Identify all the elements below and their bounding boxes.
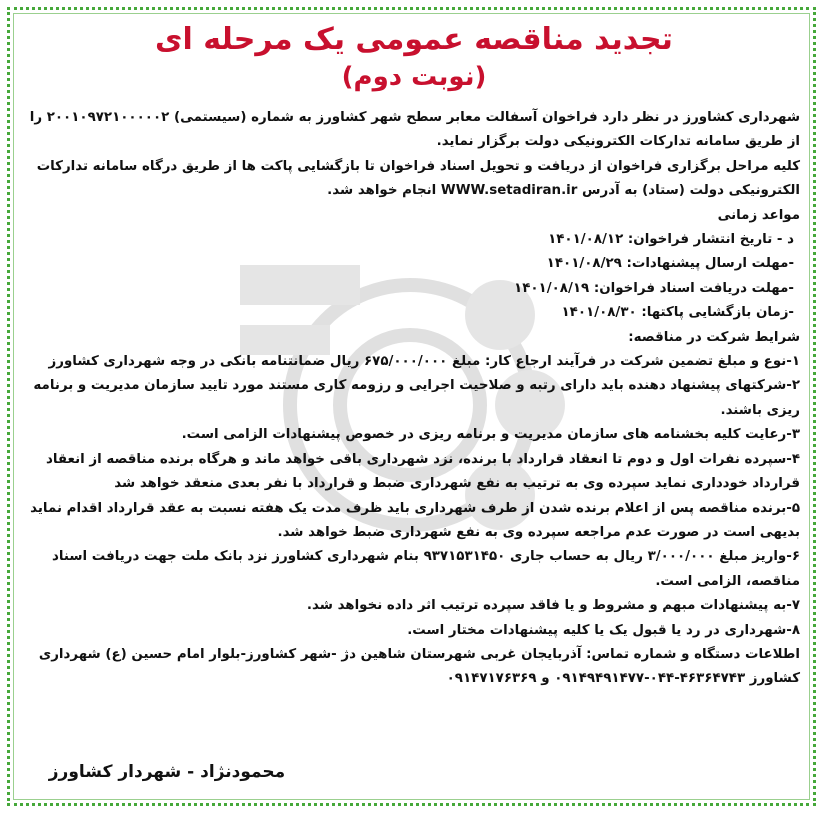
condition-item: ۳-رعایت کلیه بخشنامه های سازمان مدیریت و برنامه ریزی در خصوص پیشنهادات الزامی است. bbox=[181, 427, 800, 443]
schedule-heading: مواعد زمانی bbox=[717, 207, 800, 223]
intro-paragraph: کلیه مراحل برگزاری فراخوان از دریافت و تحویل اسناد فراخوان تا بازگشایی پاکت ها از طریق درگاه سامانه تدارکات الکترونیکی دولت (ستاد) به آدرس WWW.setadiran.ir انجام خواهد شد. bbox=[36, 158, 800, 199]
signature: محمودنژاد - شهردار کشاورز bbox=[48, 762, 286, 782]
tender-ad bbox=[28, 20, 800, 692]
contact-info: اطلاعات دستگاه و شماره تماس: آذربایجان غربی شهرستان شاهین دژ -شهر کشاورز-بلوار امام حسین (ع) شهرداری کشاورز ۴۶۳۶۴۷۴۳-۰۴۴-۰۹۱۴۹۴۹۱۴۷۷ و ۰۹۱۴۷۱۷۶۳۶۹ bbox=[38, 646, 800, 687]
condition-item: ۵-برنده مناقصه پس از اعلام برنده شدن از طرف شهرداری باید ظرف مدت یک هفته نسبت به عقد قرارداد اقدام نماید بدیهی است در صورت عدم مراجعه سپرده وی به نفع شهرداری ضبط خواهد شد. bbox=[30, 500, 800, 540]
condition-item: ۷-به پیشنهادات مبهم و مشروط و یا فاقد سپرده ترتیب اثر داده نخواهد شد. bbox=[306, 598, 800, 614]
intro-paragraph: شهرداری کشاورز در نظر دارد فراخوان آسفالت معابر سطح شهر کشاورز به شماره (سیستمی) ۲۰۰۱۰۹۷۲۱۰۰۰۰۰۲ را از طریق سامانه تدارکات الکترونیکی دولت برگزار نماید. bbox=[29, 110, 800, 150]
condition-item: ۲-شرکتهای پیشنهاد دهنده باید دارای رتبه و صلاحیت اجرایی و رزومه کاری مستند مورد تایید سازمان مدیریت و برنامه ریزی باشند. bbox=[33, 378, 800, 418]
schedule-item: د - تاریخ انتشار فراخوان: ۱۴۰۱/۰۸/۱۲ bbox=[548, 232, 794, 248]
ad-title: تجدید مناقصه عمومی یک مرحله ای bbox=[155, 22, 673, 57]
condition-item: ۱-نوع و مبلغ تضمین شرکت در فرآیند ارجاع کار: مبلغ ۶۷۵/۰۰۰/۰۰۰ ریال ضمانتنامه بانکی در وجه شهرداری کشاورز bbox=[48, 354, 800, 370]
schedule-item: -مهلت ارسال پیشنهادات: ۱۴۰۱/۰۸/۲۹ bbox=[546, 256, 794, 272]
condition-item: ۸-شهرداری در رد یا قبول یک یا کلیه پیشنهادات مختار است. bbox=[407, 622, 800, 638]
conditions-heading: شرایط شرکت در مناقصه: bbox=[628, 329, 800, 345]
condition-item: ۶-واریز مبلغ ۳/۰۰۰/۰۰۰ ریال به حساب جاری ۹۳۷۱۵۳۱۴۵۰ بنام شهرداری کشاورز نزد بانک ملت جهت دریافت اسناد مناقصه، الزامی است. bbox=[51, 549, 800, 589]
condition-item: ۴-سپرده نفرات اول و دوم تا انعقاد قرارداد با برنده، نزد شهرداری باقی خواهد ماند و هرگاه برنده مناقصه از انعقاد قرارداد خودداری نماید سپرده وی به ترتیب به نفع شهرداری ضبط و قرارداد با نفر بعدی منعقد خواهد شد bbox=[46, 451, 800, 492]
ad-subtitle: (نوبت دوم) bbox=[341, 62, 487, 92]
schedule-item: -مهلت دریافت اسناد فراخوان: ۱۴۰۱/۰۸/۱۹ bbox=[514, 280, 794, 296]
schedule-item: -زمان بازگشایی پاکتها: ۱۴۰۱/۰۸/۳۰ bbox=[561, 305, 794, 321]
